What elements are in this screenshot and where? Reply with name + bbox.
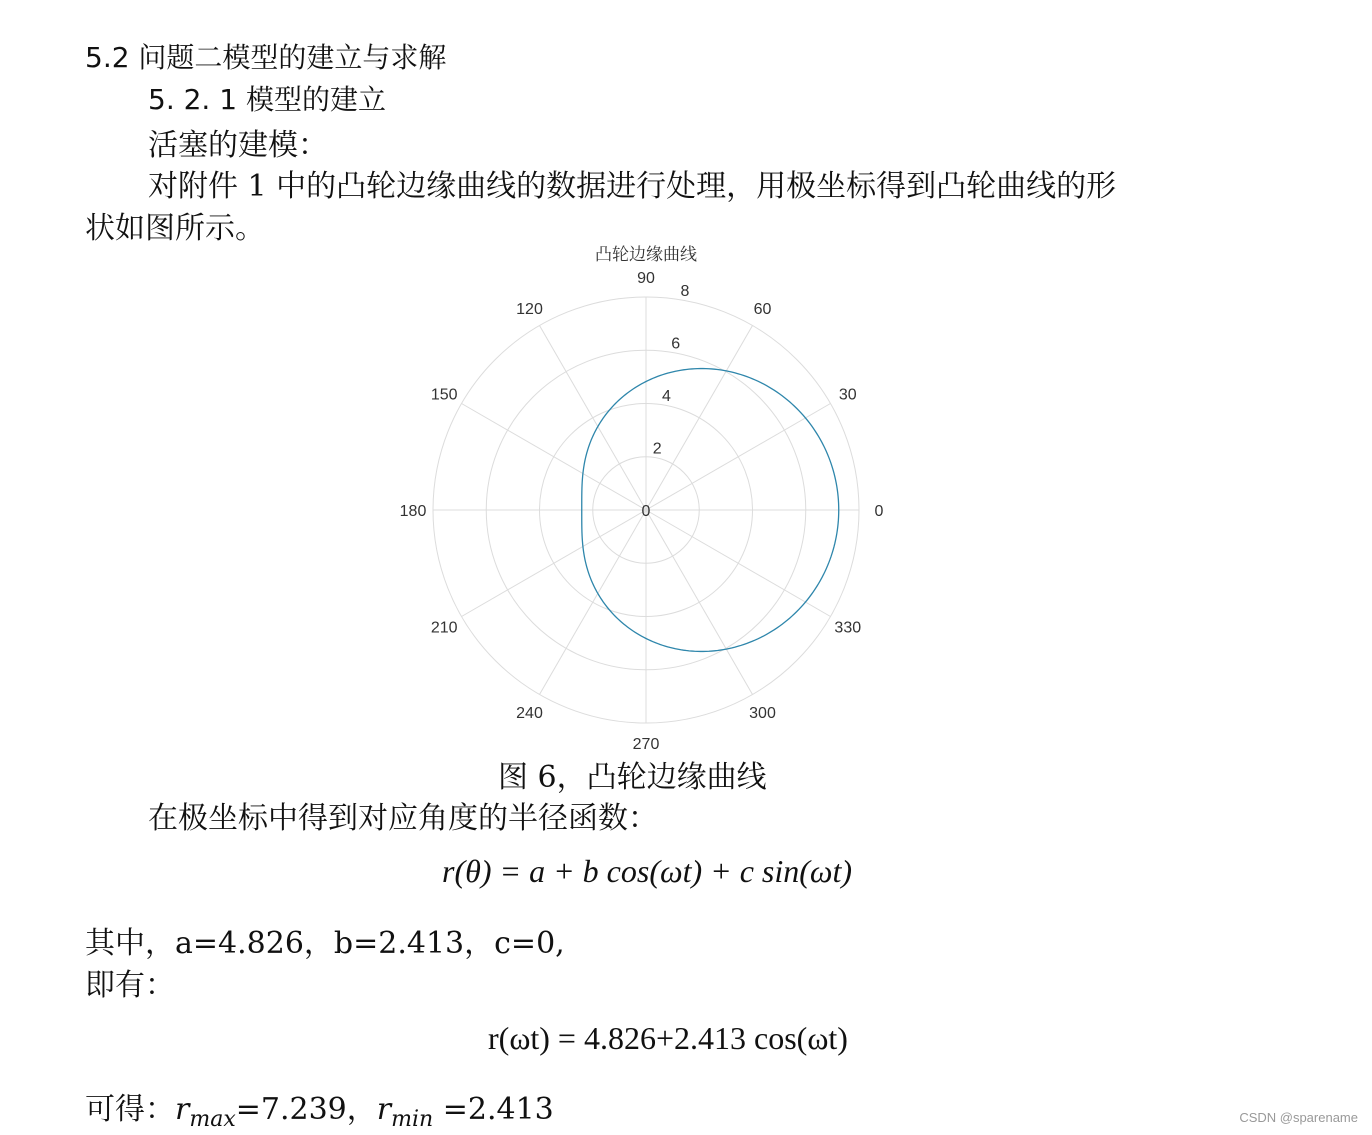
r-tick-label: 4 [662, 388, 671, 406]
theta-tick-label: 180 [399, 503, 427, 520]
rmax-symbol: r [175, 1092, 190, 1127]
watermark: CSDN @sparename [1239, 1110, 1358, 1125]
theta-tick-label: 0 [874, 503, 884, 520]
r-tick-label: 0 [641, 503, 651, 520]
theta-tick-label: 60 [753, 301, 772, 319]
paragraph: 即有： [85, 968, 175, 1003]
rmin-symbol: r [376, 1092, 392, 1127]
paragraph-title: 活塞的建模： [148, 128, 328, 163]
theta-tick-label: 270 [632, 736, 660, 753]
rmin-value: =2.413 [433, 1092, 554, 1127]
angular-grid-line [540, 326, 647, 510]
theta-tick-label: 240 [516, 704, 543, 722]
figure-caption: 图 6，凸轮边缘曲线 [498, 760, 767, 795]
angular-grid-line [462, 404, 646, 511]
angular-grid-line [540, 510, 647, 694]
section-heading: 5.2 问题二模型的建立与求解 [85, 41, 447, 74]
theta-tick-label: 150 [430, 386, 458, 404]
paragraph-line: 状如图所示。 [85, 211, 265, 246]
angular-grid-line [646, 510, 830, 617]
chart-title: 凸轮边缘曲线 [595, 245, 697, 265]
rmax-sub: max [189, 1107, 236, 1132]
theta-tick-label: 90 [637, 270, 655, 287]
rmax-value: =7.239， [235, 1092, 377, 1127]
parameters-text: 其中，a=4.826，b=2.413，c=0, [85, 926, 565, 961]
theta-tick-label: 330 [834, 619, 862, 637]
formula-general: r(θ) = a + b cos(ωt) + c sin(ωt) [442, 853, 853, 889]
theta-tick-label: 120 [516, 301, 543, 319]
theta-tick-label: 30 [838, 386, 857, 404]
theta-tick-label: 300 [749, 704, 776, 722]
r-tick-label: 8 [680, 283, 690, 301]
theta-tick-label: 210 [430, 619, 458, 637]
formula-specific: r(ωt) = 4.826+2.413 cos(ωt) [488, 1020, 848, 1056]
paragraph: 在极坐标中得到对应角度的半径函数： [148, 801, 658, 836]
r-tick-label: 2 [652, 440, 662, 458]
paragraph-line: 对附件 1 中的凸轮边缘曲线的数据进行处理，用极坐标得到凸轮曲线的形 [148, 169, 1117, 204]
rmin-sub: min [391, 1107, 434, 1132]
angular-grid-line [646, 404, 830, 511]
angular-grid-line [462, 510, 646, 617]
subsection-heading: 5. 2. 1 模型的建立 [148, 83, 386, 116]
angular-grid-line [646, 510, 753, 694]
result-line [85, 1084, 554, 1132]
r-tick-label: 6 [671, 335, 681, 353]
result-prefix: 可得： [85, 1092, 175, 1127]
angular-grid-line [646, 326, 753, 510]
